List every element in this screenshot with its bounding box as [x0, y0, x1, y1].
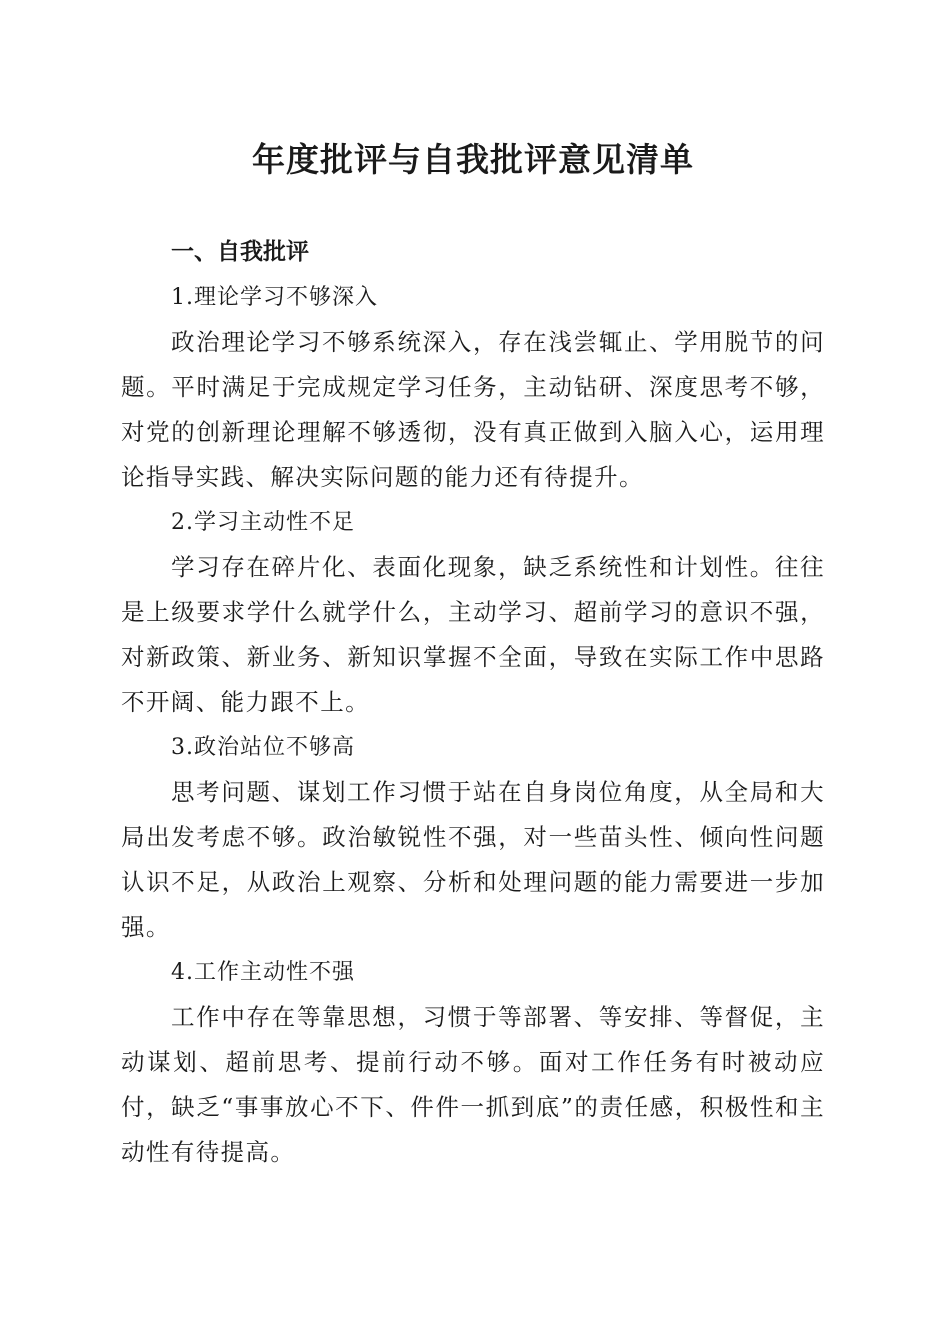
item-heading: 1.理论学习不够深入 — [171, 285, 378, 310]
list-item — [121, 500, 825, 725]
item-heading: 2.学习主动性不足 — [171, 510, 355, 535]
list-item — [121, 725, 825, 950]
item-body: 政治理论学习不够系统深入，存在浅尝辄止、学用脱节的问题。平时满足于完成规定学习任务，主动钻研、深度思考不够，对党的创新理论理解不够透彻，没有真正做到入脑入心，运用理论指导实践、解决实际问题的能力还有待提升。 — [121, 328, 825, 491]
item-body: 工作中存在等靠思想，习惯于等部署、等安排、等督促，主动谋划、超前思考、提前行动不够。面对工作任务有时被动应付，缺乏“事事放心不下、件件一抓到底”的责任感，积极性和主动性有待提高。 — [121, 1003, 825, 1166]
item-heading: 3.政治站位不够高 — [171, 735, 355, 760]
item-body: 学习存在碎片化、表面化现象，缺乏系统性和计划性。往往是上级要求学什么就学什么，主动学习、超前学习的意识不强，对新政策、新业务、新知识掌握不全面，导致在实际工作中思路不开阔、能力跟不上。 — [121, 553, 825, 716]
item-heading: 4.工作主动性不强 — [171, 960, 355, 985]
document-content — [121, 230, 825, 1175]
list-item — [121, 950, 825, 1175]
section-heading-self-criticism: 一、自我批评 — [171, 239, 309, 265]
item-body: 思考问题、谋划工作习惯于站在自身岗位角度，从全局和大局出发考虑不够。政治敏锐性不强，对一些苗头性、倾向性问题认识不足，从政治上观察、分析和处理问题的能力需要进一步加强。 — [121, 778, 825, 941]
list-item — [121, 275, 825, 500]
document-title: 年度批评与自我批评意见清单 — [252, 140, 694, 179]
